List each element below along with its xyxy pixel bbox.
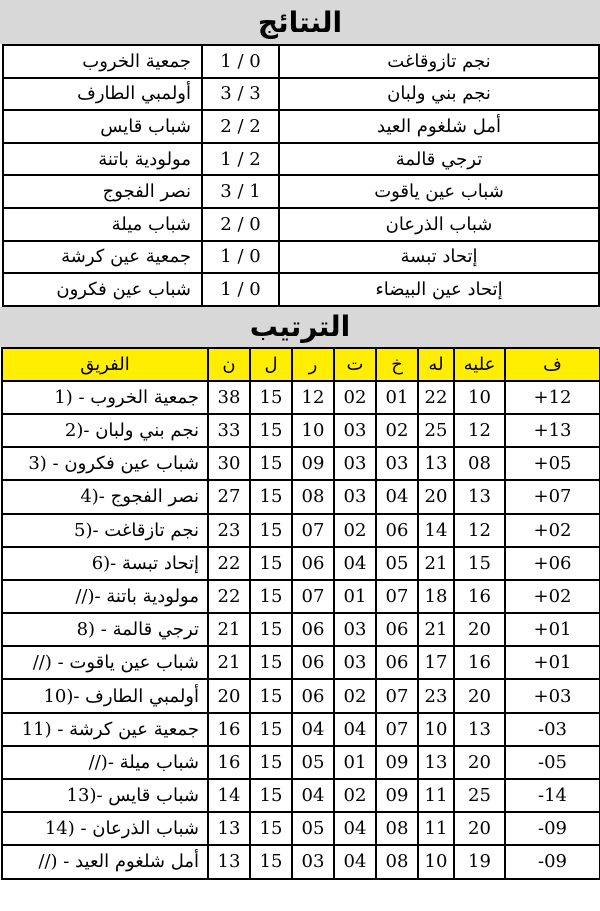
- header-goal-diff: ف: [505, 348, 600, 381]
- score: 3 / 1: [202, 175, 279, 208]
- goal-diff: +02: [505, 580, 600, 613]
- draws: 02: [334, 514, 376, 547]
- result-row: [3, 110, 599, 143]
- played: 15: [250, 580, 292, 613]
- team-name: 6)- إتحاد تبسة: [2, 547, 208, 580]
- goals-against: 16: [454, 646, 505, 679]
- header-draws: ت: [334, 348, 376, 381]
- score: 1 / 0: [202, 45, 279, 78]
- standings-row: [2, 746, 600, 779]
- team-name: 11) - جمعية عين كرشة: [2, 713, 208, 746]
- points: 14: [208, 779, 250, 812]
- goals-against: 25: [454, 779, 505, 812]
- standings-row: [2, 447, 600, 480]
- played: 15: [250, 514, 292, 547]
- points: 13: [208, 812, 250, 845]
- goals-for: 25: [418, 414, 454, 447]
- points: 13: [208, 845, 250, 878]
- standings-row: [2, 713, 600, 746]
- standings-row: [2, 514, 600, 547]
- goals-against: 20: [454, 746, 505, 779]
- goals-for: 23: [418, 679, 454, 712]
- losses: 04: [376, 480, 418, 513]
- standings-row: [2, 613, 600, 646]
- wins: 07: [292, 514, 334, 547]
- points: 22: [208, 547, 250, 580]
- points: 22: [208, 580, 250, 613]
- losses: 03: [376, 447, 418, 480]
- team-name: //)- مولودية باتنة: [2, 580, 208, 613]
- draws: 03: [334, 447, 376, 480]
- played: 15: [250, 613, 292, 646]
- goals-against: 16: [454, 580, 505, 613]
- losses: 01: [376, 381, 418, 414]
- team-name: 4)- نصر الفجوج: [2, 480, 208, 513]
- draws: 03: [334, 613, 376, 646]
- goal-diff: +03: [505, 679, 600, 712]
- away-team: شباب عين ياقوت: [279, 175, 599, 208]
- score: 1 / 2: [202, 143, 279, 176]
- goals-for: 13: [418, 447, 454, 480]
- played: 15: [250, 779, 292, 812]
- played: 15: [250, 845, 292, 878]
- team-name: 10)- أولمبي الطارف: [2, 679, 208, 712]
- team-name: 2)- نجم بني ولبان: [2, 414, 208, 447]
- score: 1 / 0: [202, 273, 279, 306]
- losses: 07: [376, 679, 418, 712]
- goals-against: 12: [454, 414, 505, 447]
- goal-diff: +01: [505, 613, 600, 646]
- result-row: [3, 208, 599, 241]
- losses: 09: [376, 779, 418, 812]
- goal-diff: -05: [505, 746, 600, 779]
- goals-against: 19: [454, 845, 505, 878]
- standings-table: [1, 347, 600, 880]
- wins: 04: [292, 779, 334, 812]
- goals-against: 08: [454, 447, 505, 480]
- points: 21: [208, 646, 250, 679]
- standings-row: [2, 779, 600, 812]
- losses: 02: [376, 414, 418, 447]
- home-team: مولودية باتنة: [3, 143, 202, 176]
- header-losses: خ: [376, 348, 418, 381]
- losses: 06: [376, 514, 418, 547]
- losses: 07: [376, 713, 418, 746]
- away-team: أمل شلغوم العيد: [279, 110, 599, 143]
- wins: 05: [292, 746, 334, 779]
- result-row: [3, 241, 599, 274]
- draws: 01: [334, 746, 376, 779]
- goals-against: 20: [454, 613, 505, 646]
- team-name: 8) - ترجي قالمة: [2, 613, 208, 646]
- team-name: 13)- شباب قايس: [2, 779, 208, 812]
- losses: 05: [376, 547, 418, 580]
- draws: 04: [334, 812, 376, 845]
- goals-against: 15: [454, 547, 505, 580]
- losses: 09: [376, 746, 418, 779]
- played: 15: [250, 447, 292, 480]
- home-team: شباب قايس: [3, 110, 202, 143]
- standings-row: [2, 381, 600, 414]
- points: 20: [208, 679, 250, 712]
- goal-diff: -09: [505, 812, 600, 845]
- standings-row: [2, 679, 600, 712]
- standings-row: [2, 646, 600, 679]
- draws: 02: [334, 679, 376, 712]
- draws: 02: [334, 779, 376, 812]
- team-name: //) - أمل شلغوم العيد: [2, 845, 208, 878]
- home-team: شباب ميلة: [3, 208, 202, 241]
- result-row: [3, 175, 599, 208]
- played: 15: [250, 679, 292, 712]
- results-title: النتائج: [0, 0, 600, 44]
- goals-for: 10: [418, 713, 454, 746]
- team-name: 1) - جمعية الخروب: [2, 381, 208, 414]
- wins: 05: [292, 812, 334, 845]
- results-table: [2, 44, 600, 307]
- goal-diff: +12: [505, 381, 600, 414]
- standings-title: الترتيب: [0, 307, 600, 347]
- draws: 04: [334, 845, 376, 878]
- points: 27: [208, 480, 250, 513]
- wins: 08: [292, 480, 334, 513]
- home-team: شباب عين فكرون: [3, 273, 202, 306]
- points: 16: [208, 746, 250, 779]
- wins: 12: [292, 381, 334, 414]
- played: 15: [250, 713, 292, 746]
- goal-diff: +06: [505, 547, 600, 580]
- away-team: إتحاد تبسة: [279, 241, 599, 274]
- goals-for: 20: [418, 480, 454, 513]
- goal-diff: +02: [505, 514, 600, 547]
- standings-row: [2, 547, 600, 580]
- goals-for: 18: [418, 580, 454, 613]
- standings-row: [2, 845, 600, 878]
- away-team: إتحاد عين البيضاء: [279, 273, 599, 306]
- goals-against: 20: [454, 812, 505, 845]
- standings-row: [2, 580, 600, 613]
- played: 15: [250, 414, 292, 447]
- points: 30: [208, 447, 250, 480]
- header-wins: ر: [292, 348, 334, 381]
- result-row: [3, 45, 599, 78]
- wins: 06: [292, 646, 334, 679]
- draws: 03: [334, 646, 376, 679]
- goals-for: 11: [418, 779, 454, 812]
- goal-diff: -14: [505, 779, 600, 812]
- team-name: 5)- نجم تازقاغت: [2, 514, 208, 547]
- header-team: الفريق: [2, 348, 208, 381]
- draws: 03: [334, 414, 376, 447]
- standings-row: [2, 414, 600, 447]
- played: 15: [250, 812, 292, 845]
- team-name: 14) - شباب الذرعان: [2, 812, 208, 845]
- losses: 08: [376, 845, 418, 878]
- away-team: ترجي قالمة: [279, 143, 599, 176]
- goals-for: 11: [418, 812, 454, 845]
- goals-for: 17: [418, 646, 454, 679]
- away-team: نجم بني ولبان: [279, 78, 599, 111]
- goals-for: 21: [418, 547, 454, 580]
- losses: 07: [376, 580, 418, 613]
- losses: 08: [376, 812, 418, 845]
- score: 2 / 0: [202, 208, 279, 241]
- draws: 01: [334, 580, 376, 613]
- points: 16: [208, 713, 250, 746]
- standings-header-row: [2, 348, 600, 381]
- standings-row: [2, 480, 600, 513]
- result-row: [3, 273, 599, 306]
- goals-against: 10: [454, 381, 505, 414]
- losses: 06: [376, 613, 418, 646]
- draws: 04: [334, 547, 376, 580]
- away-team: نجم تازوقاغت: [279, 45, 599, 78]
- goals-for: 13: [418, 746, 454, 779]
- goals-against: 12: [454, 514, 505, 547]
- played: 15: [250, 381, 292, 414]
- draws: 03: [334, 480, 376, 513]
- result-row: [3, 78, 599, 111]
- draws: 02: [334, 381, 376, 414]
- losses: 06: [376, 646, 418, 679]
- points: 21: [208, 613, 250, 646]
- header-points: ن: [208, 348, 250, 381]
- wins: 04: [292, 713, 334, 746]
- header-played: ل: [250, 348, 292, 381]
- played: 15: [250, 547, 292, 580]
- wins: 06: [292, 679, 334, 712]
- played: 15: [250, 480, 292, 513]
- goals-for: 22: [418, 381, 454, 414]
- goal-diff: +01: [505, 646, 600, 679]
- header-goals-for: له: [418, 348, 454, 381]
- goals-for: 21: [418, 613, 454, 646]
- score: 1 / 0: [202, 241, 279, 274]
- team-name: //)- شباب ميلة: [2, 746, 208, 779]
- goals-against: 13: [454, 713, 505, 746]
- wins: 09: [292, 447, 334, 480]
- draws: 04: [334, 713, 376, 746]
- score: 3 / 3: [202, 78, 279, 111]
- played: 15: [250, 646, 292, 679]
- goals-against: 13: [454, 480, 505, 513]
- played: 15: [250, 746, 292, 779]
- goal-diff: -09: [505, 845, 600, 878]
- team-name: 3) - شباب عين فكرون: [2, 447, 208, 480]
- team-name: //) - شباب عين ياقوت: [2, 646, 208, 679]
- home-team: نصر الفجوج: [3, 175, 202, 208]
- wins: 03: [292, 845, 334, 878]
- home-team: جمعية الخروب: [3, 45, 202, 78]
- goal-diff: +05: [505, 447, 600, 480]
- home-team: أولمبي الطارف: [3, 78, 202, 111]
- points: 38: [208, 381, 250, 414]
- goal-diff: -03: [505, 713, 600, 746]
- goals-for: 10: [418, 845, 454, 878]
- result-row: [3, 143, 599, 176]
- goals-for: 14: [418, 514, 454, 547]
- away-team: شباب الذرعان: [279, 208, 599, 241]
- goal-diff: +13: [505, 414, 600, 447]
- wins: 07: [292, 580, 334, 613]
- points: 23: [208, 514, 250, 547]
- score: 2 / 2: [202, 110, 279, 143]
- standings-row: [2, 812, 600, 845]
- wins: 06: [292, 547, 334, 580]
- goal-diff: +07: [505, 480, 600, 513]
- points: 33: [208, 414, 250, 447]
- wins: 10: [292, 414, 334, 447]
- goals-against: 20: [454, 679, 505, 712]
- header-goals-against: عليه: [454, 348, 505, 381]
- wins: 06: [292, 613, 334, 646]
- home-team: جمعية عين كرشة: [3, 241, 202, 274]
